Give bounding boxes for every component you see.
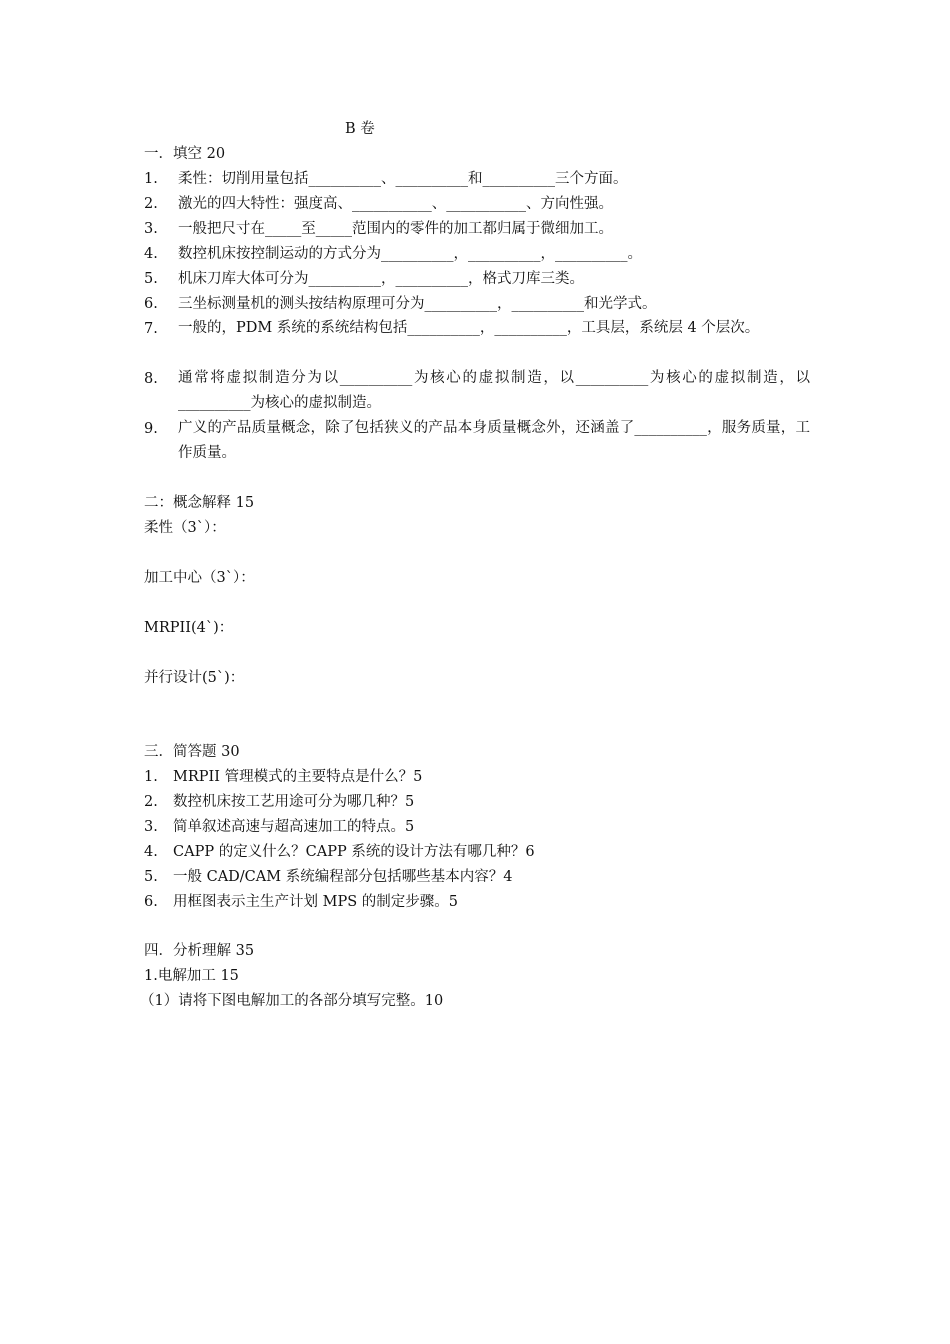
fill-blank-question: 柔性：切削用量包括__________、__________和__________三个方面。 <box>178 171 628 187</box>
item-number: 5. <box>144 869 158 885</box>
fill-blank-question: 三坐标测量机的测头按结构原理可分为__________，__________和光学式。 <box>178 296 657 312</box>
fill-blank-question: 数控机床按控制运动的方式分为__________，__________，__________。 <box>178 246 642 262</box>
paper-title: B 卷 <box>345 121 375 137</box>
item-number: 8. <box>144 371 158 387</box>
fill-blank-question: 广义的产品质量概念，除了包括狭义的产品本身质量概念外，还涵盖了__________，服务质量，工作质量。 <box>178 420 810 461</box>
short-answer-question: 一般 CAD/CAM 系统编程部分包括哪些基本内容？4 <box>173 869 513 885</box>
short-answer-question: 数控机床按工艺用途可分为哪几种？5 <box>173 794 415 810</box>
fill-blank-question: 激光的四大特性：强度高、___________、___________、方向性强。 <box>178 196 613 212</box>
fill-blank-question: 一般的，PDM 系统的系统结构包括__________，__________，工具层，系统层 4 个层次。 <box>178 320 760 336</box>
section4-subheading: 1.电解加工 15 <box>144 968 239 984</box>
section4-instruction: （1）请将下图电解加工的各部分填写完整。10 <box>140 993 444 1009</box>
item-number: 4. <box>144 246 158 262</box>
concept-term: 加工中心（3`）： <box>144 570 255 586</box>
section4-heading: 四．分析理解 35 <box>144 943 255 959</box>
item-number: 7. <box>144 321 158 337</box>
section1-heading: 一．填空 20 <box>144 146 226 162</box>
short-answer-question: 简单叙述高速与超高速加工的特点。5 <box>173 819 415 835</box>
item-number: 3. <box>144 221 158 237</box>
item-number: 2. <box>144 794 158 810</box>
item-number: 4. <box>144 844 158 860</box>
fill-blank-question: 一般把尺寸在_____至_____范围内的零件的加工都归属于微细加工。 <box>178 221 613 237</box>
concept-term: MRPII(4`)： <box>144 620 234 636</box>
item-number: 6. <box>144 296 158 312</box>
item-number: 2. <box>144 196 158 212</box>
item-number: 5. <box>144 271 158 287</box>
short-answer-question: MRPII 管理模式的主要特点是什么？5 <box>173 769 423 785</box>
item-number: 3. <box>144 819 158 835</box>
item-number: 1. <box>144 769 158 785</box>
item-number: 1. <box>144 171 158 187</box>
short-answer-question: 用框图表示主生产计划 MPS 的制定步骤。5 <box>173 894 458 910</box>
section3-heading: 三．简答题 30 <box>144 744 240 760</box>
fill-blank-question: 机床刀库大体可分为__________，__________，格式刀库三类。 <box>178 271 584 287</box>
item-number: 9. <box>144 421 158 437</box>
short-answer-question: CAPP 的定义什么？CAPP 系统的设计方法有哪几种？6 <box>173 844 535 860</box>
item-number: 6. <box>144 894 158 910</box>
concept-term: 柔性（3`）： <box>144 520 226 536</box>
section2-heading: 二：概念解释 15 <box>144 495 255 511</box>
concept-term: 并行设计(5`)： <box>144 670 245 686</box>
fill-blank-question: 通常将虚拟制造分为以__________为核心的虚拟制造，以__________为核心的虚拟制造，以__________为核心的虚拟制造。 <box>178 370 810 411</box>
